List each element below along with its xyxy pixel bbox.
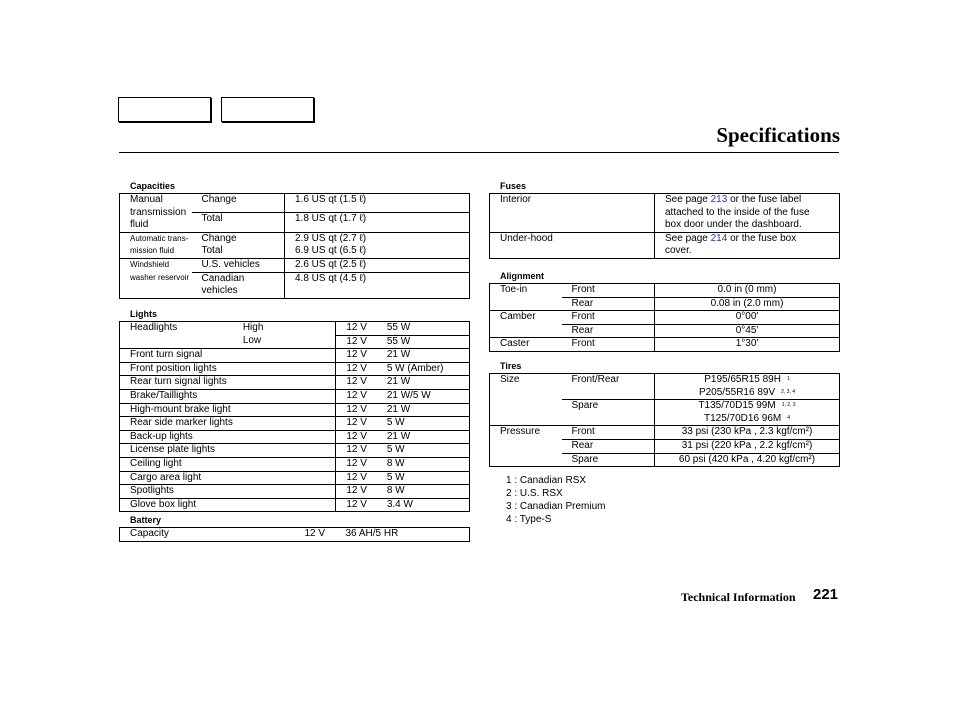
fuse-info — [655, 232, 840, 258]
light-wattage: 55 W — [377, 335, 470, 349]
fuse-location: Interior — [500, 194, 532, 205]
light-wattage: 21 W — [377, 376, 470, 390]
tire-row — [490, 426, 840, 440]
light-sub: Low — [242, 335, 262, 347]
light-sub — [233, 376, 336, 390]
light-row — [120, 457, 470, 471]
lights-table — [119, 321, 470, 512]
light-voltage: 12 V — [336, 362, 377, 376]
light-row — [120, 349, 470, 363]
alignment-name: Caster — [490, 338, 562, 352]
light-wattage: 8 W — [377, 457, 470, 471]
capacity-sub: Total — [201, 245, 223, 257]
tires-table — [489, 373, 840, 467]
light-name: Back-up lights — [120, 430, 233, 444]
battery-value: 36 AH/5 HR — [345, 528, 399, 539]
tire-size — [655, 400, 840, 413]
light-wattage: 3.4 W — [377, 498, 470, 512]
alignment-value: 0°00′ — [655, 311, 840, 325]
light-name: Brake/Taillights — [120, 389, 233, 403]
capacity-value: 2.6 US qt (2.5 ℓ) — [285, 258, 470, 272]
tire-size — [655, 374, 840, 387]
light-voltage: 12 V — [336, 498, 377, 512]
light-voltage: 12 V — [336, 376, 377, 390]
capacity-value: 6.9 US qt (6.5 ℓ) — [285, 245, 470, 258]
light-row — [120, 417, 470, 431]
fuses-heading: Fuses — [500, 181, 527, 191]
alignment-name — [490, 297, 562, 311]
light-name: Glove box light — [120, 498, 233, 512]
light-name: Front turn signal — [120, 349, 233, 363]
light-row — [120, 403, 470, 417]
fuse-text: or the fuse box — [727, 232, 797, 244]
capacity-item-line: fluid — [130, 219, 149, 231]
tire-size-text: P205/55R16 89V — [698, 386, 776, 398]
alignment-pos: Front — [571, 284, 595, 295]
tire-pos — [562, 413, 655, 426]
alignment-name: Toe-in — [500, 284, 528, 295]
tire-label — [490, 453, 562, 467]
alignment-table — [489, 283, 840, 352]
alignment-name — [490, 324, 562, 338]
alignment-pos: Front — [562, 311, 655, 325]
light-sub — [233, 362, 336, 376]
light-sub — [233, 417, 336, 431]
light-wattage: 21 W/5 W — [377, 389, 470, 403]
capacity-sub-line: Canadian — [201, 272, 245, 284]
capacity-row — [120, 232, 470, 245]
light-row — [120, 335, 470, 349]
light-name: Spotlights — [120, 485, 233, 499]
light-row — [120, 485, 470, 499]
tire-row — [490, 387, 840, 400]
capacity-item-line: transmission — [130, 206, 187, 218]
light-sub — [233, 471, 336, 485]
title-rule — [119, 152, 839, 153]
light-row — [120, 430, 470, 444]
footnote-ref: 4 — [787, 414, 791, 421]
light-name: Ceiling light — [120, 457, 233, 471]
alignment-value: 0.0 in (0 mm) — [655, 284, 840, 298]
tire-row — [490, 374, 840, 387]
alignment-value: 1°30′ — [655, 338, 840, 352]
capacity-value: 2.9 US qt (2.7 ℓ) — [285, 232, 470, 245]
light-row — [120, 471, 470, 485]
tire-pressure: 33 psi (230 kPa , 2.3 kgf/cm²) — [655, 426, 840, 440]
light-row — [120, 376, 470, 390]
fuses-table — [489, 193, 840, 259]
light-name: Headlights — [130, 322, 178, 333]
capacity-item — [120, 194, 192, 233]
capacity-sub-line: vehicles — [201, 285, 238, 297]
tire-row — [490, 439, 840, 453]
light-wattage: 5 W — [377, 471, 470, 485]
tire-size-text: P195/65R15 89H — [704, 374, 781, 385]
battery-table — [119, 527, 470, 542]
battery-heading: Battery — [130, 515, 162, 525]
tire-row — [490, 413, 840, 426]
nav-tab-1[interactable] — [118, 97, 211, 122]
light-sub: High — [242, 322, 264, 333]
page-title: Specifications — [716, 123, 840, 147]
tire-pos: Rear — [562, 439, 655, 453]
battery-voltage: 12 V — [304, 528, 326, 539]
light-sub — [233, 349, 336, 363]
light-sub — [233, 430, 336, 444]
light-sub — [233, 457, 336, 471]
light-name: Front position lights — [120, 362, 233, 376]
light-sub — [233, 444, 336, 458]
light-row — [120, 322, 470, 336]
tire-pressure: 31 psi (220 kPa , 2.2 kgf/cm²) — [655, 439, 840, 453]
capacity-sub — [192, 272, 285, 298]
light-name: Rear turn signal lights — [120, 376, 233, 390]
light-voltage: 12 V — [336, 389, 377, 403]
fuse-info-line — [665, 233, 839, 246]
alignment-row — [490, 297, 840, 311]
footnote-ref: 1 — [786, 376, 790, 382]
capacity-sub: Change — [201, 194, 237, 206]
capacity-row — [120, 272, 470, 298]
footnote: 2 : U.S. RSX — [506, 488, 563, 499]
light-voltage: 12 V — [336, 335, 377, 349]
light-sub — [233, 485, 336, 499]
fuse-text: See page — [665, 194, 711, 205]
footnote-ref: 1, 2, 3 — [781, 402, 796, 409]
nav-tab-2[interactable] — [221, 97, 314, 122]
capacity-item: washer reservoir — [130, 273, 190, 283]
capacity-sub: Total — [192, 213, 285, 232]
alignment-heading: Alignment — [500, 271, 544, 281]
light-voltage: 12 V — [336, 485, 377, 499]
fuse-info-line: cover. — [665, 245, 692, 257]
capacity-sub: U.S. vehicles — [201, 258, 260, 270]
light-voltage: 12 V — [336, 349, 377, 363]
light-name: Cargo area light — [120, 471, 233, 485]
light-voltage: 12 V — [336, 444, 377, 458]
page-link-213[interactable]: 213 — [710, 194, 728, 205]
light-row — [120, 389, 470, 403]
tire-row — [490, 453, 840, 467]
tire-size-text: T125/70D16 96M — [703, 412, 782, 424]
light-row — [120, 444, 470, 458]
capacity-item-line: Manual — [130, 194, 163, 205]
capacity-row — [120, 258, 470, 272]
light-sub — [233, 403, 336, 417]
light-wattage: 21 W — [377, 403, 470, 417]
tire-pos: Spare — [562, 400, 655, 413]
fuse-text: See page — [665, 232, 711, 244]
alignment-pos: Rear — [562, 297, 655, 311]
light-sub — [233, 389, 336, 403]
tire-row — [490, 400, 840, 413]
light-wattage: 21 W — [377, 430, 470, 444]
light-row — [120, 362, 470, 376]
capacity-value: 4.8 US qt (4.5 ℓ) — [285, 272, 470, 298]
alignment-pos: Front — [562, 338, 655, 352]
tire-pos: Spare — [562, 453, 655, 467]
tire-label — [490, 400, 562, 413]
alignment-row — [490, 311, 840, 325]
capacity-item: Windshield — [130, 259, 170, 269]
light-wattage: 8 W — [377, 485, 470, 499]
fuse-info-line: attached to the inside of the fuse — [665, 206, 810, 218]
alignment-value: 0°45′ — [655, 324, 840, 338]
footer-section-label: Technical Information — [681, 590, 796, 604]
fuse-info — [655, 194, 840, 233]
tire-label — [490, 413, 562, 426]
light-wattage: 5 W (Amber) — [377, 362, 470, 376]
light-name: License plate lights — [120, 444, 233, 458]
light-sub — [233, 498, 336, 512]
tire-pos — [562, 387, 655, 400]
tire-label — [490, 387, 562, 400]
fuse-text: or the fuse label — [727, 194, 802, 205]
page-link-214[interactable]: 214 — [710, 232, 728, 244]
light-name: Rear side marker lights — [120, 417, 233, 431]
light-voltage: 12 V — [336, 471, 377, 485]
light-name: High-mount brake light — [120, 403, 233, 417]
capacities-table — [119, 193, 470, 299]
tires-heading: Tires — [500, 361, 522, 371]
capacity-item: Automatic trans- — [130, 233, 189, 243]
fuse-row — [490, 194, 840, 233]
fuse-info-line: box door under the dashboard. — [665, 219, 802, 231]
capacity-value: 1.8 US qt (1.7 ℓ) — [285, 213, 470, 232]
tire-pos: Front/Rear — [571, 374, 620, 385]
fuse-location: Under-hood — [490, 232, 655, 258]
light-row — [120, 498, 470, 512]
alignment-value: 0.08 in (2.0 mm) — [655, 297, 840, 311]
tire-label: Size — [500, 374, 520, 385]
footnote: 4 : Type-S — [506, 514, 552, 525]
light-wattage: 21 W — [377, 349, 470, 363]
tire-size — [655, 413, 840, 426]
fuse-info-line — [665, 194, 839, 207]
tire-pressure: 60 psi (420 kPa , 4.20 kgf/cm²) — [655, 453, 840, 467]
battery-label: Capacity — [130, 528, 169, 539]
capacities-heading: Capacities — [130, 181, 176, 191]
alignment-row — [490, 338, 840, 352]
alignment-name: Camber — [490, 311, 562, 325]
capacity-sub: Change — [201, 232, 237, 244]
alignment-row — [490, 324, 840, 338]
light-voltage: 12 V — [336, 322, 377, 336]
light-voltage: 12 V — [336, 403, 377, 417]
tire-size — [655, 387, 840, 400]
fuse-row — [490, 232, 840, 258]
tire-label: Pressure — [490, 426, 562, 440]
light-voltage: 12 V — [336, 430, 377, 444]
capacity-item: mission fluid — [130, 246, 175, 256]
tire-pos: Front — [562, 426, 655, 440]
footnote: 3 : Canadian Premium — [506, 501, 606, 512]
light-wattage: 5 W — [377, 444, 470, 458]
light-wattage: 55 W — [386, 322, 411, 333]
capacity-row — [120, 245, 470, 258]
alignment-pos: Rear — [562, 324, 655, 338]
light-voltage: 12 V — [336, 457, 377, 471]
tire-label — [490, 439, 562, 453]
light-voltage: 12 V — [336, 417, 377, 431]
tire-size-text: T135/70D15 99M — [698, 400, 776, 412]
battery-row — [120, 528, 470, 542]
capacity-value: 1.6 US qt (1.5 ℓ) — [285, 194, 470, 213]
footnote-ref: 2, 3, 4 — [781, 388, 796, 395]
footnote: 1 : Canadian RSX — [506, 475, 587, 486]
lights-heading: Lights — [130, 309, 157, 319]
light-name — [120, 335, 233, 349]
alignment-row — [490, 284, 840, 298]
light-wattage: 5 W — [377, 417, 470, 431]
page-number: 221 — [813, 586, 839, 603]
